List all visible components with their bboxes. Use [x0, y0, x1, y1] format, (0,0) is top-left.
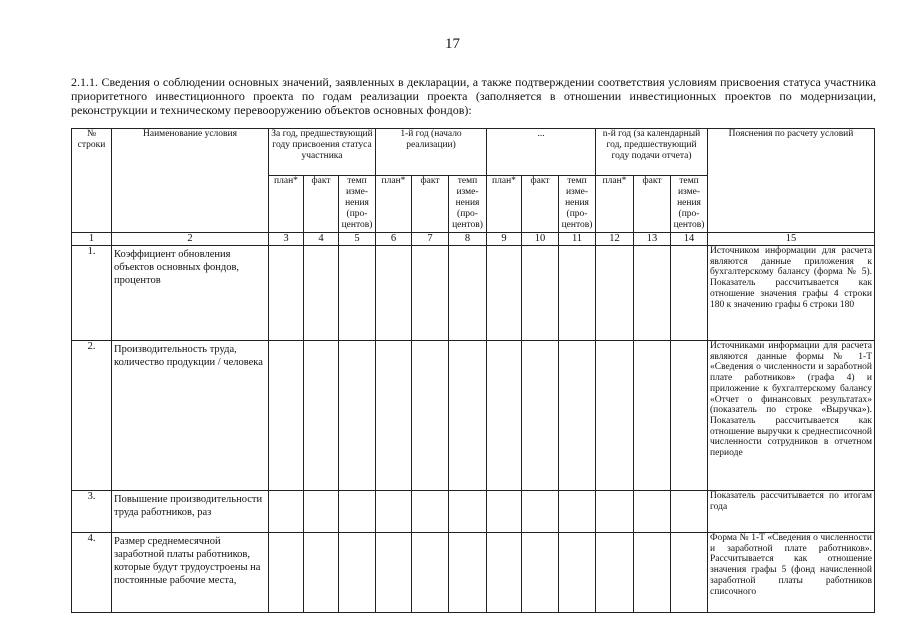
- condition-name: Коэффициент обновления объектов основных фондов, процентов: [112, 246, 269, 341]
- empty-cell: [304, 246, 339, 341]
- empty-cell: [449, 533, 487, 613]
- explanation-cell: Показатель рассчитывается по итогам года: [708, 491, 875, 533]
- row-number: 3.: [72, 491, 112, 533]
- subheader-rate: темп изме- нения (про- центов): [449, 176, 487, 233]
- empty-cell: [559, 341, 596, 491]
- empty-cell: [487, 491, 522, 533]
- empty-cell: [634, 246, 671, 341]
- header-year-dots: ...: [487, 129, 596, 176]
- empty-cell: [559, 533, 596, 613]
- explanation-cell: Источниками информации для расчета являются данные формы № 1-Т «Сведения о численности и заработной плате работников» (графа 4) и приложение к бухгалтерскому балансу «Отчет о финансовых результатах» (показатель по строке «Выручка»). Показатель рассчитывается как отношение выручки к среднесписочной численности сотрудников в отчетном периоде: [708, 341, 875, 491]
- empty-cell: [412, 341, 449, 491]
- empty-cell: [487, 246, 522, 341]
- column-number: 13: [634, 233, 671, 246]
- column-number: 5: [339, 233, 376, 246]
- column-number: 4: [304, 233, 339, 246]
- row-number: 1.: [72, 246, 112, 341]
- empty-cell: [304, 533, 339, 613]
- page-number: 17: [445, 36, 460, 52]
- subheader-rate: темп изме- нения (про- центов): [671, 176, 708, 233]
- empty-cell: [449, 491, 487, 533]
- column-number: 2: [112, 233, 269, 246]
- empty-cell: [596, 491, 634, 533]
- column-number: 12: [596, 233, 634, 246]
- empty-cell: [269, 246, 304, 341]
- section-heading: 2.1.1. Сведения о соблюдении основных значений, заявленных в декларации, а также подтверждении соответствия условиям присвоения статуса участника приоритетного инвестиционного проекта по годам реализации проекта (заполняется в отношении инвестиционных проектов по модернизации, реконструкции и техническому перевооружению объектов основных фондов):: [71, 75, 876, 117]
- table-row: [72, 491, 875, 533]
- empty-cell: [671, 341, 708, 491]
- subheader-fact: факт: [634, 176, 671, 233]
- subheader-plan: план*: [376, 176, 412, 233]
- header-year-first: 1-й год (начало реализации): [376, 129, 487, 176]
- empty-cell: [269, 491, 304, 533]
- empty-cell: [634, 533, 671, 613]
- condition-name: Размер среднемесячной заработной платы работников, которые будут трудоустроены на постоянные рабочие места,: [112, 533, 269, 613]
- subheader-rate: темп изме- нения (про- центов): [339, 176, 376, 233]
- row-number: 2.: [72, 341, 112, 491]
- column-number: 14: [671, 233, 708, 246]
- empty-cell: [487, 533, 522, 613]
- empty-cell: [376, 491, 412, 533]
- empty-cell: [559, 246, 596, 341]
- subheader-plan: план*: [487, 176, 522, 233]
- empty-cell: [522, 341, 559, 491]
- empty-cell: [304, 341, 339, 491]
- empty-cell: [596, 341, 634, 491]
- empty-cell: [339, 533, 376, 613]
- column-number: 11: [559, 233, 596, 246]
- subheader-fact: факт: [522, 176, 559, 233]
- header-explanations: Пояснения по расчету условий: [708, 129, 875, 233]
- empty-cell: [671, 491, 708, 533]
- conditions-table: [71, 128, 875, 613]
- empty-cell: [449, 246, 487, 341]
- column-number: 9: [487, 233, 522, 246]
- empty-cell: [376, 533, 412, 613]
- table-row: [72, 533, 875, 613]
- condition-name: Повышение производительности труда работников, раз: [112, 491, 269, 533]
- column-number: 3: [269, 233, 304, 246]
- column-number: 7: [412, 233, 449, 246]
- header-row-periods: [72, 129, 875, 176]
- empty-cell: [487, 341, 522, 491]
- explanation-cell: Форма № 1-Т «Сведения о численности и заработной плате работников». Рассчитывается как отношение значения графы 5 (фонд начисленной заработной платы работников списочного: [708, 533, 875, 613]
- empty-cell: [412, 491, 449, 533]
- header-row-number: № строки: [72, 129, 112, 233]
- subheader-fact: факт: [412, 176, 449, 233]
- empty-cell: [559, 491, 596, 533]
- empty-cell: [522, 533, 559, 613]
- column-number: 15: [708, 233, 875, 246]
- empty-cell: [269, 533, 304, 613]
- empty-cell: [339, 246, 376, 341]
- empty-cell: [376, 341, 412, 491]
- empty-cell: [412, 533, 449, 613]
- empty-cell: [304, 491, 339, 533]
- empty-cell: [522, 491, 559, 533]
- empty-cell: [412, 246, 449, 341]
- empty-cell: [596, 246, 634, 341]
- subheader-plan: план*: [596, 176, 634, 233]
- empty-cell: [339, 341, 376, 491]
- empty-cell: [376, 246, 412, 341]
- subheader-rate: темп изме- нения (про- центов): [559, 176, 596, 233]
- column-number: 10: [522, 233, 559, 246]
- subheader-plan: план*: [269, 176, 304, 233]
- table-row: [72, 246, 875, 341]
- empty-cell: [596, 533, 634, 613]
- empty-cell: [671, 246, 708, 341]
- column-number: 1: [72, 233, 112, 246]
- explanation-cell: Источником информации для расчета являются данные приложения к бухгалтерскому балансу (форма № 5). Показатель рассчитывается как отношение значения графы 4 строки 180 к значению графы 6 строки 180: [708, 246, 875, 341]
- table-row: [72, 341, 875, 491]
- empty-cell: [269, 341, 304, 491]
- empty-cell: [634, 491, 671, 533]
- subheader-fact: факт: [304, 176, 339, 233]
- header-condition-name: Наименование условия: [112, 129, 269, 233]
- header-year-prev: За год, предшествующий году присвоения статуса участника: [269, 129, 376, 176]
- empty-cell: [339, 491, 376, 533]
- header-year-n: n-й год (за календарный год, предшествующий году подачи отчета): [596, 129, 708, 176]
- empty-cell: [449, 341, 487, 491]
- empty-cell: [671, 533, 708, 613]
- row-number: 4.: [72, 533, 112, 613]
- empty-cell: [522, 246, 559, 341]
- column-numbers-row: [72, 233, 875, 246]
- column-number: 6: [376, 233, 412, 246]
- empty-cell: [634, 341, 671, 491]
- column-number: 8: [449, 233, 487, 246]
- condition-name: Производительность труда, количество продукции / человека: [112, 341, 269, 491]
